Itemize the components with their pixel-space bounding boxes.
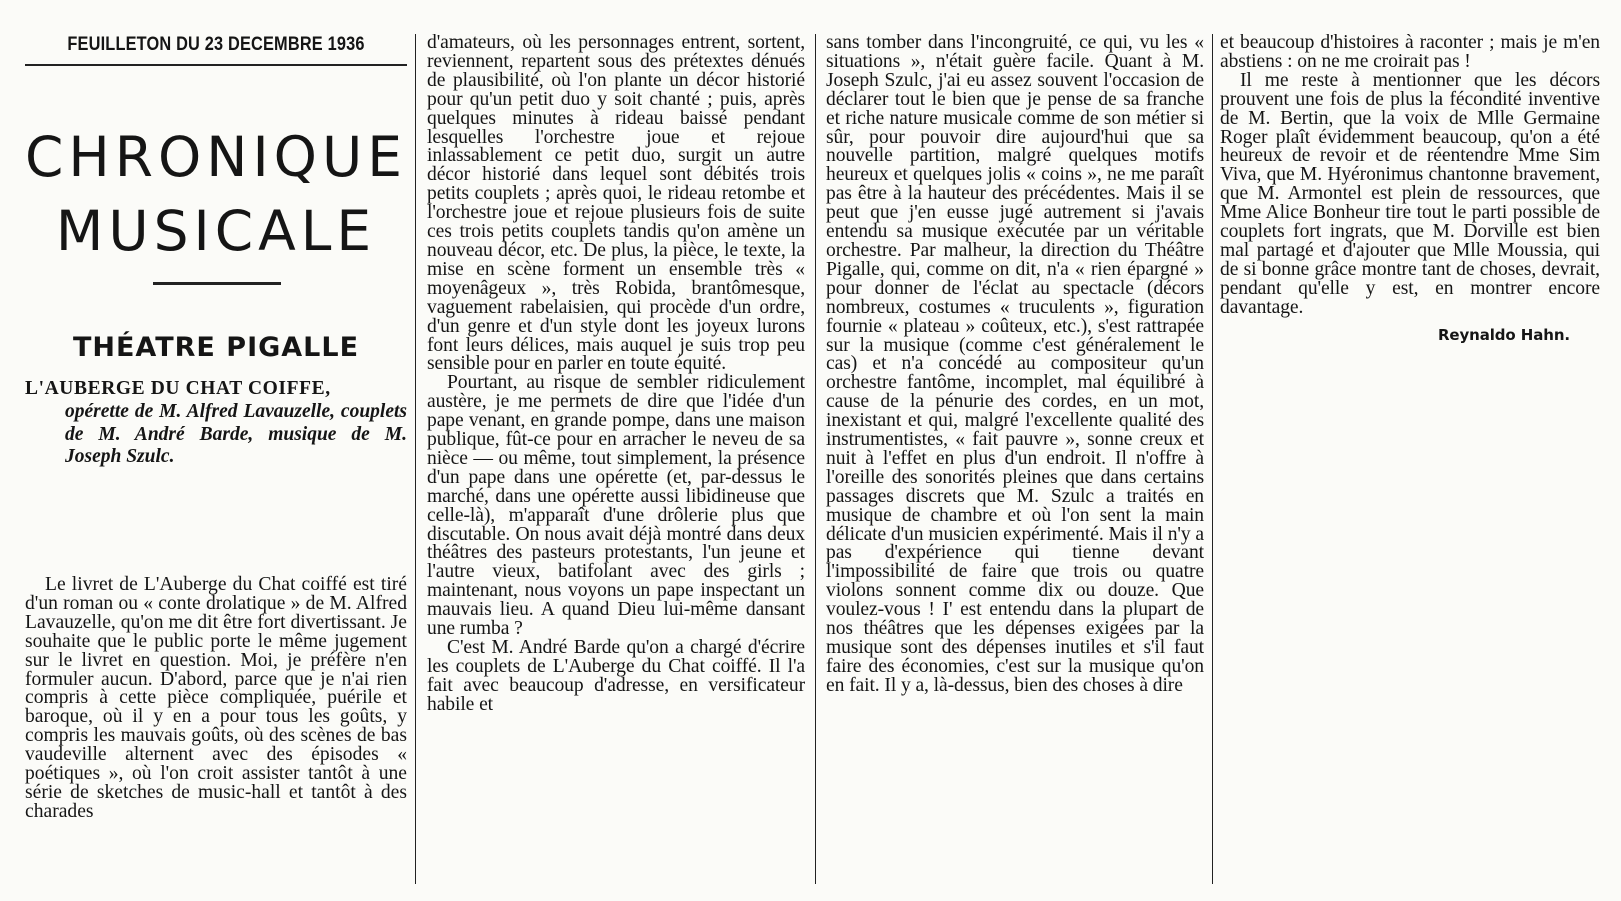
column-1-body <box>25 576 407 822</box>
column-4 <box>1220 34 1600 889</box>
col2-paragraph-3: C'est M. André Barde qu'on a chargé d'écrire les couplets de L'Auberge du Chat coiffé. Il l'a fait avec beaucoup d'adresse, en versificateur habile et <box>427 637 805 715</box>
col1-paragraph-1: Le livret de L'Auberge du Chat coiffé est tiré d'un roman ou « conte drolatique » de M. Alfred Lavauzelle, qu'on me dit être fort divertissant. Je souhaite que le public porte le même jugement sur le livret en question. Moi, je préfère n'en formuler aucun. D'abord, parce que je n'ai rien compris à cette pièce compliquée, puérile et baroque, où il y en a pour tous les goûts, y compris les mauvais goûts, où des scènes de bas vaudeville alternent avec des épisodes « poétiques », où l'on croit assister tantôt à une série de sketches de music-hall et tantôt à des charades <box>25 574 407 822</box>
work-title: L'AUBERGE DU CHAT COIFFE, <box>25 378 331 399</box>
chronique-title <box>18 120 414 268</box>
col4-paragraph-2: Il me reste à mentionner que les décors prouvent une fois de plus la fécondité inventive de M. Bertin, que la voix de Mlle Germaine Roger plaît évidemment beaucoup, qu'on a été heureux de revoir et de réentendre Mme Sim Viva, que M. Hyéronimus chantonne bravement, que M. Armontel est plein de ressources, que Mme Alice Bonheur tire tout le parti possible de couplets fort ingrats, que M. Dorville est bien mal partagé et d'ajouter que Mlle Moussia, qui de si bonne grâce montre tant de choses, devrait, pendant qu'elle y est, en montrer encore davantage. <box>1220 69 1600 318</box>
work-heading <box>25 378 407 469</box>
column-divider-3 <box>1212 34 1213 884</box>
header-rule <box>25 64 407 66</box>
title-line-1: CHRONIQUE <box>25 125 407 189</box>
col3-paragraph-1: sans tomber dans l'incongruité, ce qui, vu les « situations », n'était guère facile. Quant à M. Joseph Szulc, j'ai eu assez souvent l'occasion de déclarer tout le bien que je pense de sa franche et riche nature musicale comme de son métier si sûr, pour pouvoir dire aujourd'hui que sa nouvelle partition, malgré quelques motifs heureux et quelques jolis « coins », ne me paraît pas être à la hauteur des précédentes. Mais il se peut que j'en eusse jugé autrement si j'avais entendu sa musique exécutée par un véritable orchestre. Par malheur, la direction du Théâtre Pigalle, qui, comme on dit, n'a « rien épargné » pour donner de l'éclat au spectacle (décors nombreux, costumes « truculents », figuration fournie « plateau » coûteux, etc.), s'est rattrapée sur la musique (comme c'est généralement le cas) et n'a concédé au compositeur qu'un orchestre fantôme, incomplet, mal équilibré à cause de la pénurie des cordes, en un mot, inexistant et qui, malgré l'excellente qualité des instrumentistes, « fait pauvre », sonne creux et nuit à l'effet en plus d'un endroit. Il n'offre à l'oreille des sonorités pleines que dans certains passages discrets que M. Szulc a traités en musique de chambre et où l'on sent la main délicate d'un musicien expérimenté. Mais il n'y a pas d'expérience qui tienne devant l'impossibilité de faire que trois ou quatre violons sonnent comme dix ou douze. Que voulez-vous ! I' est entendu dans la plupart de nos théâtres que les dépenses exigées par la musique sont des dépenses inutiles et s'il faut faire des économies, c'est sur la musique qu'on en fait. Il y a, là-dessus, bien des choses à dire <box>826 34 1204 696</box>
work-subtitle: opérette de M. Alfred Lavauzelle, couplets de M. André Barde, musique de M. Joseph Szulc. <box>65 400 407 468</box>
feuilleton-header: FEUILLETON DU 23 DECEMBRE 1936 <box>67 34 365 55</box>
column-2 <box>427 34 805 889</box>
title-line-2: MUSICALE <box>55 199 377 263</box>
theatre-heading: THÉATRE PIGALLE <box>72 332 360 363</box>
column-3 <box>826 34 1204 889</box>
column-divider-1 <box>415 34 416 884</box>
col2-paragraph-2: Pourtant, au risque de sembler ridiculement austère, je me permets de dire que l'idée d'un pape venant, en grande pompe, dans une maison publique, fût-ce pour en arracher le neveu de sa nièce — ou même, tout simplement, la présence d'un pape dans une opérette (et, par-dessus le marché, dans une opérette aussi libidineuse que celle-là), m'apparaît d'une drôlerie plus que discutable. On nous avait déjà montré dans deux théâtres des pasteurs protestants, l'un jeune et l'autre vieux, batifolant avec des girls ; maintenant, nous voyons un pape inspectant un mauvais lieu. A quand Dieu lui-même dansant une rumba ? <box>427 372 805 640</box>
title-rule <box>153 282 281 285</box>
col2-paragraph-1: d'amateurs, où les personnages entrent, sortent, reviennent, repartent sous des prétextes dénués de plausibilité, où l'on plante un décor historié pour qu'un petit duo y soit chanté ; puis, après quelques minutes à rideau baissé pendant lesquelles l'orchestre joue et rejoue inlassablement ce petit duo, surgit un autre décor historié dans lequel sont débités trois petits couplets ; après quoi, le rideau retombe et l'orchestre joue et rejoue plusieurs fois de suite ces trois petits couplets tandis qu'on amène un nouveau décor, etc. De plus, la pièce, le texte, la mise en scène forment un ensemble très « moyenâgeux », très Robida, brantômesque, vaguement rabelaisien, qui procède d'un ordre, d'un genre et d'un style dont les joyeux lurons font leurs délices, mais auquel je suis trop peu sensible pour en parler en toute équité. <box>427 34 805 375</box>
column-divider-2 <box>815 34 816 884</box>
col4-paragraph-1: et beaucoup d'histoires à raconter ; mais je m'en abstiens : on ne me croirait pas ! <box>1220 34 1600 72</box>
signature: Reynaldo Hahn. <box>1437 325 1570 344</box>
